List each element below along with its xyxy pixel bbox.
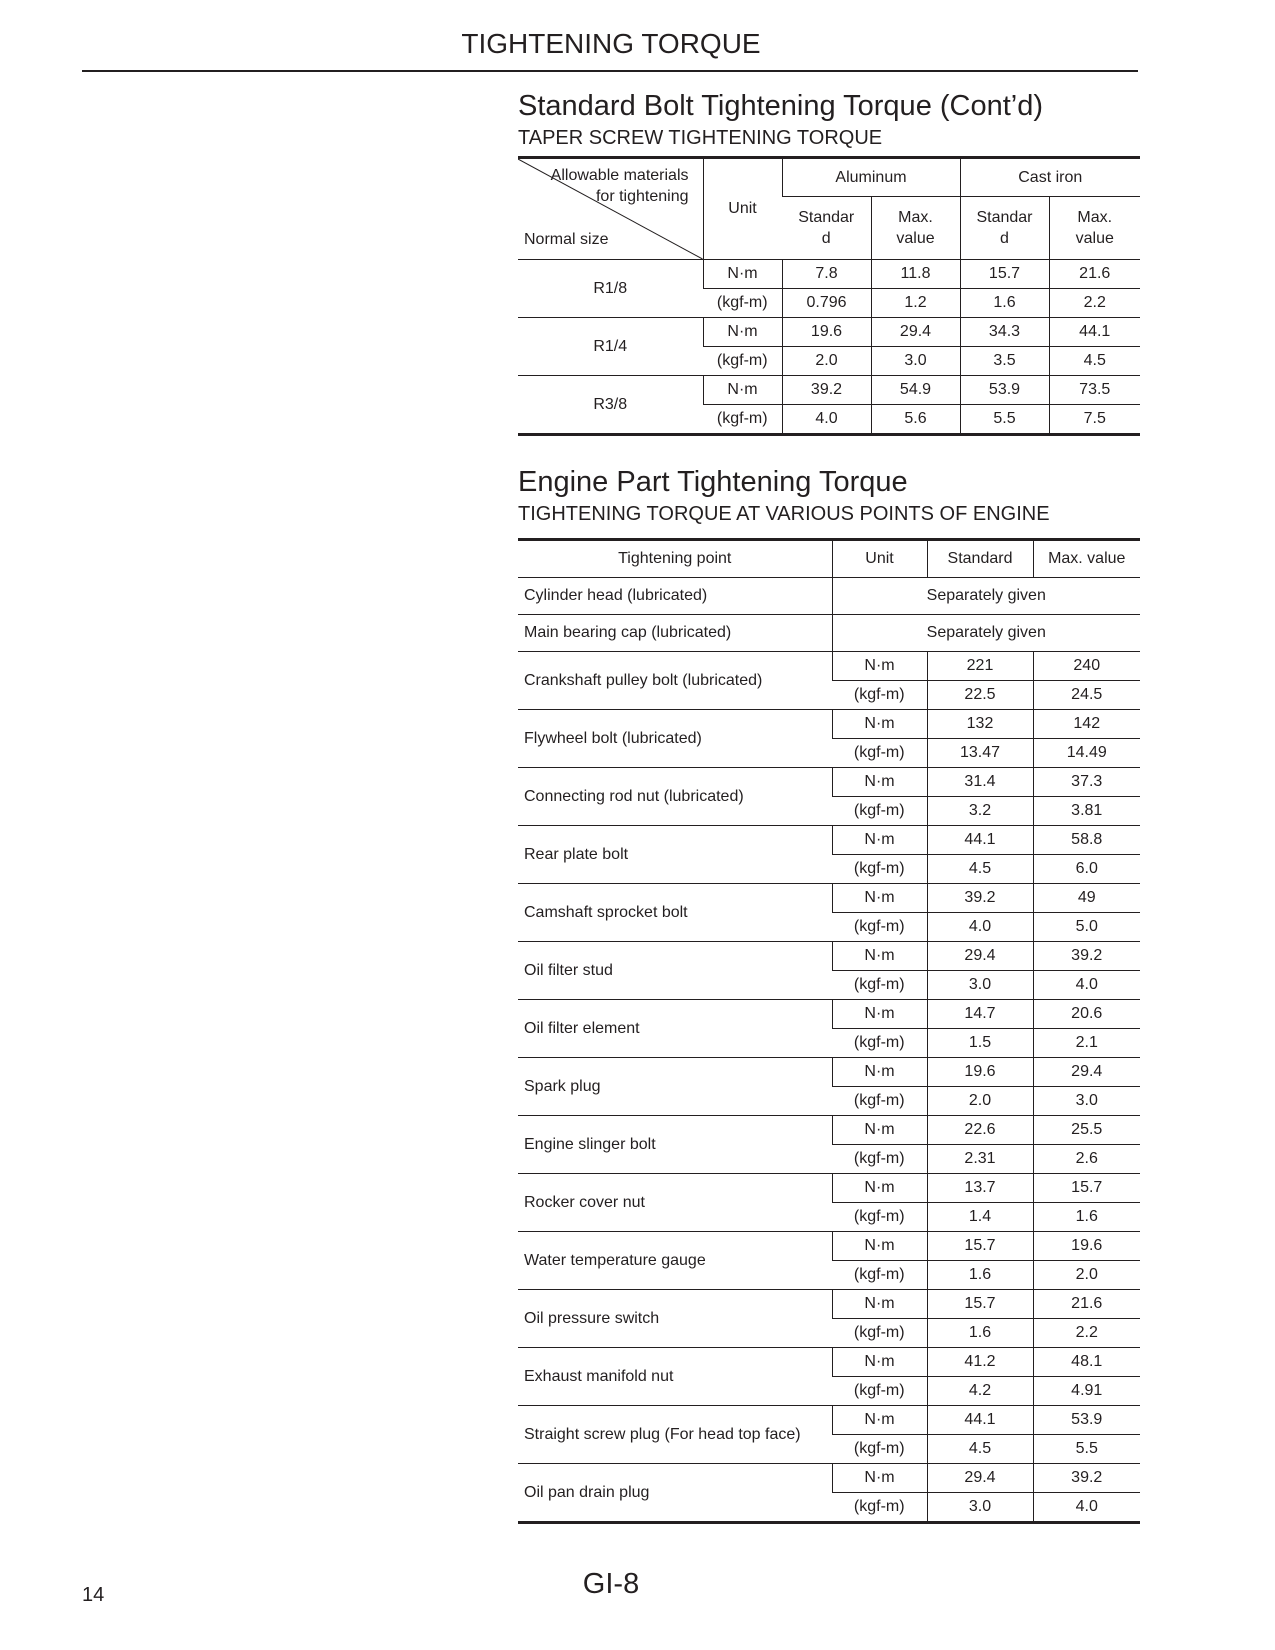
aluminum-header: Aluminum (782, 158, 960, 197)
table-header-row (518, 540, 1140, 578)
tightening-point-cell: Oil filter stud (518, 942, 832, 1000)
unit-cell: N·m (832, 710, 927, 739)
value-cell: 34.3 (960, 318, 1049, 347)
tightening-point-cell: Oil pressure switch (518, 1290, 832, 1348)
separately-given-cell: Separately given (832, 578, 1140, 615)
standard-value-cell: 4.5 (927, 855, 1033, 884)
max-value-cell: 37.3 (1033, 768, 1140, 797)
table-row (518, 768, 1140, 797)
value-cell: 19.6 (782, 318, 871, 347)
max-value-cell: 19.6 (1033, 1232, 1140, 1261)
aluminum-standard-header: Standar d (782, 197, 871, 260)
tightening-point-cell: Connecting rod nut (lubricated) (518, 768, 832, 826)
unit-cell: N·m (832, 1174, 927, 1203)
table-row (518, 615, 1140, 652)
standard-value-cell: 44.1 (927, 826, 1033, 855)
unit-cell: (kgf-m) (832, 1145, 927, 1174)
unit-cell: N·m (832, 1290, 927, 1319)
cast-iron-standard-header: Standar d (960, 197, 1049, 260)
standard-value-cell: 132 (927, 710, 1033, 739)
cast-iron-max-header: Max. value (1049, 197, 1140, 260)
diagonal-header-cell (518, 158, 703, 260)
unit-cell: (kgf-m) (832, 855, 927, 884)
max-value-cell: 21.6 (1033, 1290, 1140, 1319)
table-row (518, 1116, 1140, 1145)
value-cell: 3.5 (960, 347, 1049, 376)
standard-value-cell: 4.0 (927, 913, 1033, 942)
tightening-point-cell: Rear plate bolt (518, 826, 832, 884)
max-value-cell: 15.7 (1033, 1174, 1140, 1203)
unit-cell: N·m (832, 1116, 927, 1145)
table-row (518, 1406, 1140, 1435)
max-value-cell: 49 (1033, 884, 1140, 913)
unit-cell: N·m (832, 826, 927, 855)
unit-header: Unit (832, 540, 927, 578)
unit-cell: (kgf-m) (832, 739, 927, 768)
standard-value-cell: 3.0 (927, 1493, 1033, 1523)
value-cell: 7.5 (1049, 405, 1140, 435)
standard-value-cell: 3.0 (927, 971, 1033, 1000)
tightening-point-cell: Spark plug (518, 1058, 832, 1116)
max-value-cell: 2.6 (1033, 1145, 1140, 1174)
unit-cell: N·m (703, 318, 782, 347)
size-cell: R1/4 (518, 318, 703, 376)
max-value-cell: 2.1 (1033, 1029, 1140, 1058)
unit-cell: (kgf-m) (832, 1319, 927, 1348)
tightening-point-cell: Camshaft sprocket bolt (518, 884, 832, 942)
value-cell: 1.6 (960, 289, 1049, 318)
max-value-cell: 4.0 (1033, 971, 1140, 1000)
value-cell: 21.6 (1049, 260, 1140, 289)
max-value-cell: 48.1 (1033, 1348, 1140, 1377)
value-cell: 54.9 (871, 376, 960, 405)
taper-section-subtitle: TAPER SCREW TIGHTENING TORQUE (518, 127, 883, 149)
materials-label: Allowable materials for tightening (550, 167, 689, 205)
max-value-cell: 3.0 (1033, 1087, 1140, 1116)
table-row (518, 1058, 1140, 1087)
unit-cell: (kgf-m) (832, 971, 927, 1000)
tightening-point-cell: Engine slinger bolt (518, 1116, 832, 1174)
header-rule (82, 70, 1138, 72)
standard-value-cell: 29.4 (927, 942, 1033, 971)
tightening-point-cell: Oil filter element (518, 1000, 832, 1058)
table-row (518, 942, 1140, 971)
unit-cell: N·m (832, 1000, 927, 1029)
standard-value-cell: 3.2 (927, 797, 1033, 826)
unit-cell: N·m (832, 1406, 927, 1435)
standard-value-cell: 13.47 (927, 739, 1033, 768)
standard-value-cell: 41.2 (927, 1348, 1033, 1377)
unit-cell: (kgf-m) (703, 289, 782, 318)
table-row (518, 884, 1140, 913)
page-header-title: TIGHTENING TORQUE (461, 28, 761, 59)
value-cell: 4.0 (782, 405, 871, 435)
unit-header: Unit (703, 158, 782, 260)
tightening-point-cell: Flywheel bolt (lubricated) (518, 710, 832, 768)
unit-cell: (kgf-m) (832, 1087, 927, 1116)
table-row (518, 1000, 1140, 1029)
unit-cell: (kgf-m) (832, 681, 927, 710)
standard-value-cell: 29.4 (927, 1464, 1033, 1493)
unit-cell: N·m (832, 768, 927, 797)
max-value-cell: 6.0 (1033, 855, 1140, 884)
standard-value-cell: 31.4 (927, 768, 1033, 797)
standard-value-cell: 22.6 (927, 1116, 1033, 1145)
engine-torque-table (518, 538, 1140, 1524)
standard-header: Standard (927, 540, 1033, 578)
table-row (518, 826, 1140, 855)
unit-cell: (kgf-m) (832, 1203, 927, 1232)
size-cell: R3/8 (518, 376, 703, 435)
unit-cell: N·m (832, 652, 927, 681)
unit-cell: (kgf-m) (832, 797, 927, 826)
standard-value-cell: 221 (927, 652, 1033, 681)
value-cell: 29.4 (871, 318, 960, 347)
value-cell: 1.2 (871, 289, 960, 318)
value-cell: 73.5 (1049, 376, 1140, 405)
value-cell: 44.1 (1049, 318, 1140, 347)
max-value-cell: 1.6 (1033, 1203, 1140, 1232)
max-value-cell: 14.49 (1033, 739, 1140, 768)
unit-cell: (kgf-m) (832, 1435, 927, 1464)
unit-cell: (kgf-m) (703, 347, 782, 376)
value-cell: 11.8 (871, 260, 960, 289)
max-value-cell: 29.4 (1033, 1058, 1140, 1087)
max-value-cell: 142 (1033, 710, 1140, 739)
table-row (518, 260, 1140, 289)
max-value-cell: 5.5 (1033, 1435, 1140, 1464)
table-row (518, 318, 1140, 347)
standard-value-cell: 44.1 (927, 1406, 1033, 1435)
standard-value-cell: 1.4 (927, 1203, 1033, 1232)
unit-cell: (kgf-m) (832, 1261, 927, 1290)
max-value-cell: 39.2 (1033, 942, 1140, 971)
unit-cell: N·m (832, 1464, 927, 1493)
max-value-cell: 3.81 (1033, 797, 1140, 826)
unit-cell: (kgf-m) (832, 1029, 927, 1058)
standard-value-cell: 39.2 (927, 884, 1033, 913)
table-row (518, 376, 1140, 405)
max-value-cell: 20.6 (1033, 1000, 1140, 1029)
max-value-cell: 53.9 (1033, 1406, 1140, 1435)
taper-section (518, 90, 1140, 436)
table-row (518, 1464, 1140, 1493)
value-cell: 7.8 (782, 260, 871, 289)
value-cell: 2.0 (782, 347, 871, 376)
value-cell: 53.9 (960, 376, 1049, 405)
table-row (518, 1174, 1140, 1203)
table-row (518, 652, 1140, 681)
max-value-header: Max. value (1033, 540, 1140, 578)
normal-size-label: Normal size (524, 231, 609, 248)
page-number: 14 (82, 1584, 105, 1606)
tightening-point-cell: Rocker cover nut (518, 1174, 832, 1232)
section-code: GI-8 (582, 1568, 640, 1600)
standard-value-cell: 15.7 (927, 1232, 1033, 1261)
table-row (518, 1348, 1140, 1377)
unit-cell: (kgf-m) (832, 1377, 927, 1406)
value-cell: 15.7 (960, 260, 1049, 289)
aluminum-max-header: Max. value (871, 197, 960, 260)
tightening-point-cell: Exhaust manifold nut (518, 1348, 832, 1406)
standard-value-cell: 2.31 (927, 1145, 1033, 1174)
unit-cell: (kgf-m) (703, 405, 782, 435)
value-cell: 3.0 (871, 347, 960, 376)
table-row (518, 578, 1140, 615)
engine-section-subtitle: TIGHTENING TORQUE AT VARIOUS POINTS OF ENGINE (518, 503, 1050, 525)
max-value-cell: 24.5 (1033, 681, 1140, 710)
size-cell: R1/8 (518, 260, 703, 318)
value-cell: 4.5 (1049, 347, 1140, 376)
standard-value-cell: 13.7 (927, 1174, 1033, 1203)
max-value-cell: 25.5 (1033, 1116, 1140, 1145)
tightening-point-cell: Crankshaft pulley bolt (lubricated) (518, 652, 832, 710)
standard-value-cell: 22.5 (927, 681, 1033, 710)
unit-cell: N·m (832, 1232, 927, 1261)
max-value-cell: 39.2 (1033, 1464, 1140, 1493)
unit-cell: (kgf-m) (832, 913, 927, 942)
taper-screw-table (518, 156, 1140, 436)
engine-section-title: Engine Part Tightening Torque (518, 466, 908, 498)
value-cell: 5.5 (960, 405, 1049, 435)
cast-iron-header: Cast iron (960, 158, 1140, 197)
standard-value-cell: 1.5 (927, 1029, 1033, 1058)
tightening-point-cell: Main bearing cap (lubricated) (518, 615, 832, 652)
table-row (518, 1290, 1140, 1319)
standard-value-cell: 15.7 (927, 1290, 1033, 1319)
value-cell: 2.2 (1049, 289, 1140, 318)
table-row (518, 1232, 1140, 1261)
max-value-cell: 240 (1033, 652, 1140, 681)
unit-cell: N·m (832, 942, 927, 971)
unit-cell: N·m (703, 376, 782, 405)
standard-value-cell: 2.0 (927, 1087, 1033, 1116)
value-cell: 39.2 (782, 376, 871, 405)
max-value-cell: 5.0 (1033, 913, 1140, 942)
max-value-cell: 4.91 (1033, 1377, 1140, 1406)
tightening-point-cell: Cylinder head (lubricated) (518, 578, 832, 615)
tightening-point-cell: Straight screw plug (For head top face) (518, 1406, 832, 1464)
standard-value-cell: 19.6 (927, 1058, 1033, 1087)
standard-value-cell: 1.6 (927, 1261, 1033, 1290)
standard-value-cell: 14.7 (927, 1000, 1033, 1029)
max-value-cell: 2.0 (1033, 1261, 1140, 1290)
value-cell: 0.796 (782, 289, 871, 318)
standard-value-cell: 4.2 (927, 1377, 1033, 1406)
value-cell: 5.6 (871, 405, 960, 435)
table-row (518, 710, 1140, 739)
unit-cell: N·m (832, 1348, 927, 1377)
max-value-cell: 4.0 (1033, 1493, 1140, 1523)
standard-value-cell: 4.5 (927, 1435, 1033, 1464)
unit-cell: N·m (832, 1058, 927, 1087)
unit-cell: N·m (703, 260, 782, 289)
separately-given-cell: Separately given (832, 615, 1140, 652)
max-value-cell: 58.8 (1033, 826, 1140, 855)
tightening-point-cell: Oil pan drain plug (518, 1464, 832, 1523)
unit-cell: (kgf-m) (832, 1493, 927, 1523)
standard-value-cell: 1.6 (927, 1319, 1033, 1348)
unit-cell: N·m (832, 884, 927, 913)
tightening-point-header: Tightening point (518, 540, 832, 578)
max-value-cell: 2.2 (1033, 1319, 1140, 1348)
tightening-point-cell: Water temperature gauge (518, 1232, 832, 1290)
taper-section-title: Standard Bolt Tightening Torque (Cont’d) (518, 90, 1044, 122)
engine-section (518, 466, 1140, 1524)
